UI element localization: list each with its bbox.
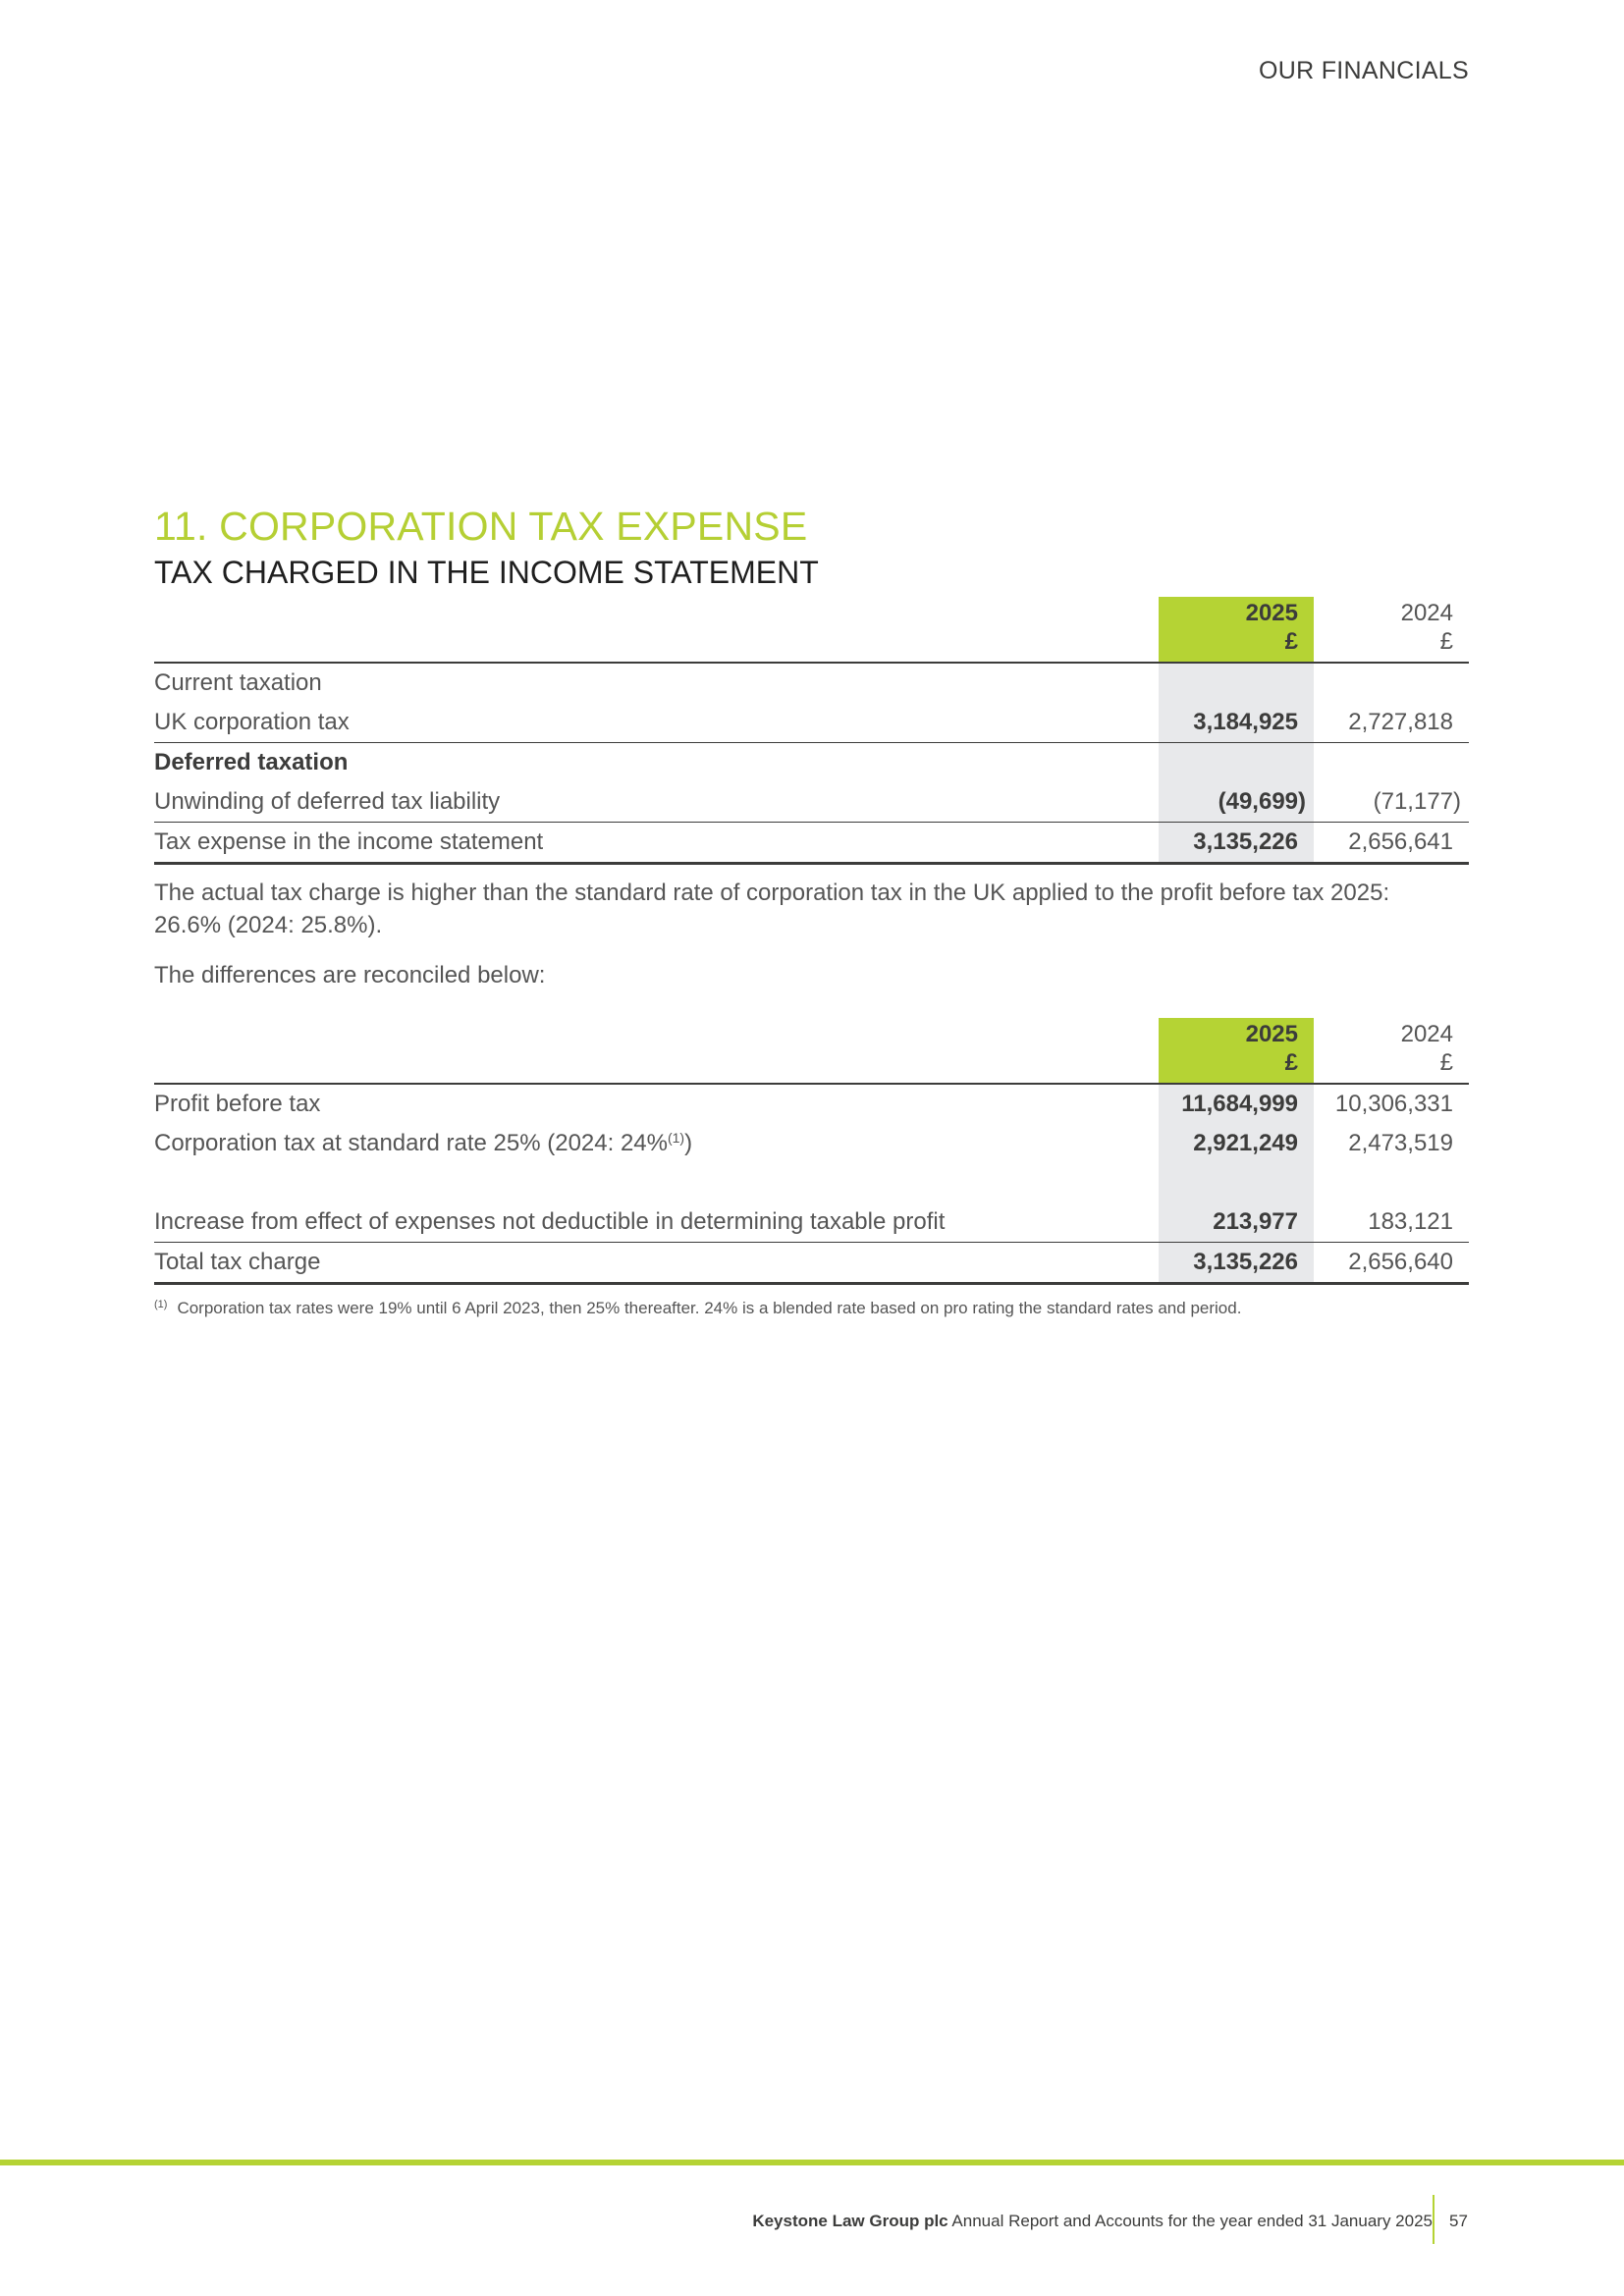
- footer-divider: [1433, 2195, 1435, 2244]
- row-label-suffix: ): [684, 1130, 693, 1156]
- table-total-row: [154, 823, 1469, 864]
- value-2025: [1159, 743, 1314, 783]
- value-2024: 2,656,641: [1314, 823, 1469, 864]
- table-header-row: [154, 1018, 1469, 1084]
- value-2025: [1159, 663, 1314, 703]
- row-label: Tax expense in the income statement: [154, 823, 1159, 864]
- value-2024: [1314, 663, 1469, 703]
- column-header-2024: [1314, 1018, 1469, 1084]
- table-row: [154, 663, 1469, 703]
- footer-report-title: Annual Report and Accounts for the year ended 31 January 2025: [947, 2212, 1433, 2230]
- table-row: [154, 743, 1469, 783]
- row-label: UK corporation tax: [154, 703, 1159, 743]
- value-2025: 213,977: [1159, 1202, 1314, 1243]
- year-label: 2025: [1245, 600, 1298, 626]
- footnote-reference: (1): [667, 1130, 685, 1146]
- row-label: Total tax charge: [154, 1243, 1159, 1284]
- value-2024: 10,306,331: [1334, 1091, 1453, 1117]
- reconciliation-intro: The differences are reconciled below:: [154, 962, 546, 988]
- section-header: OUR FINANCIALS: [1259, 57, 1469, 84]
- value-2025: 11,684,999: [1159, 1084, 1314, 1124]
- table-row: [154, 1084, 1469, 1124]
- row-label: Increase from effect of expenses not deductible in determining taxable profit: [154, 1202, 1159, 1243]
- table-header-row: [154, 597, 1469, 663]
- footer-accent-bar: [0, 2160, 1624, 2165]
- year-label: 2024: [1400, 600, 1453, 626]
- currency-label: £: [1284, 1049, 1298, 1076]
- table-row: [154, 1202, 1469, 1243]
- value-2025: 2,921,249: [1159, 1124, 1314, 1163]
- value-2024: (71,177): [1314, 782, 1469, 823]
- footnote: [154, 1299, 1241, 1318]
- tax-charge-table: [154, 597, 1469, 865]
- currency-label: £: [1284, 628, 1298, 655]
- footnote-marker: (1): [154, 1299, 168, 1310]
- header-label-cell: [154, 597, 1159, 663]
- value-2025: 3,135,226: [1159, 823, 1314, 864]
- note-subtitle: TAX CHARGED IN THE INCOME STATEMENT: [154, 555, 819, 590]
- column-header-2024: [1314, 597, 1469, 663]
- value-2024: 2,727,818: [1314, 703, 1469, 743]
- reconciliation-table: [154, 1018, 1469, 1285]
- currency-label: £: [1439, 1049, 1453, 1076]
- table-total-row: [154, 1243, 1469, 1284]
- footer-company: Keystone Law Group plc: [752, 2212, 948, 2230]
- value-2024: 183,121: [1314, 1202, 1469, 1243]
- table-row: [154, 703, 1469, 743]
- value-2024: 2,473,519: [1348, 1130, 1453, 1156]
- year-label: 2024: [1400, 1021, 1453, 1047]
- value-2024: [1314, 743, 1469, 783]
- row-label: Profit before tax: [154, 1091, 321, 1117]
- footnote-text: Corporation tax rates were 19% until 6 April 2023, then 25% thereafter. 24% is a blended rate based on pro rating the standard rates and period.: [177, 1299, 1242, 1317]
- page-number: 57: [1449, 2212, 1468, 2230]
- note-title: 11. CORPORATION TAX EXPENSE: [154, 504, 808, 549]
- column-header-2025: [1159, 597, 1314, 663]
- currency-label: £: [1439, 628, 1453, 655]
- spacer-row: [154, 1163, 1469, 1202]
- footer-caption: [752, 2212, 1433, 2231]
- year-label: 2025: [1245, 1021, 1298, 1047]
- table-row: [154, 1124, 1469, 1163]
- value-2024: 2,656,640: [1314, 1243, 1469, 1284]
- tax-rate-paragraph: The actual tax charge is higher than the standard rate of corporation tax in the UK applied to the profit before tax 2025: 26.6% (2024: 25.8%).: [154, 880, 1390, 938]
- row-label: [154, 1124, 1159, 1163]
- row-label: Unwinding of deferred tax liability: [154, 782, 1159, 823]
- value-2025: (49,699): [1159, 782, 1314, 823]
- column-header-2025: [1159, 1018, 1314, 1084]
- row-label-text: Corporation tax at standard rate 25% (2024: 24%: [154, 1130, 668, 1156]
- value-2025: 3,184,925: [1159, 703, 1314, 743]
- row-label: Current taxation: [154, 669, 322, 696]
- row-label: Deferred taxation: [154, 749, 349, 775]
- value-2025: 3,135,226: [1159, 1243, 1314, 1284]
- table-row: [154, 782, 1469, 823]
- header-label-cell: [154, 1018, 1159, 1084]
